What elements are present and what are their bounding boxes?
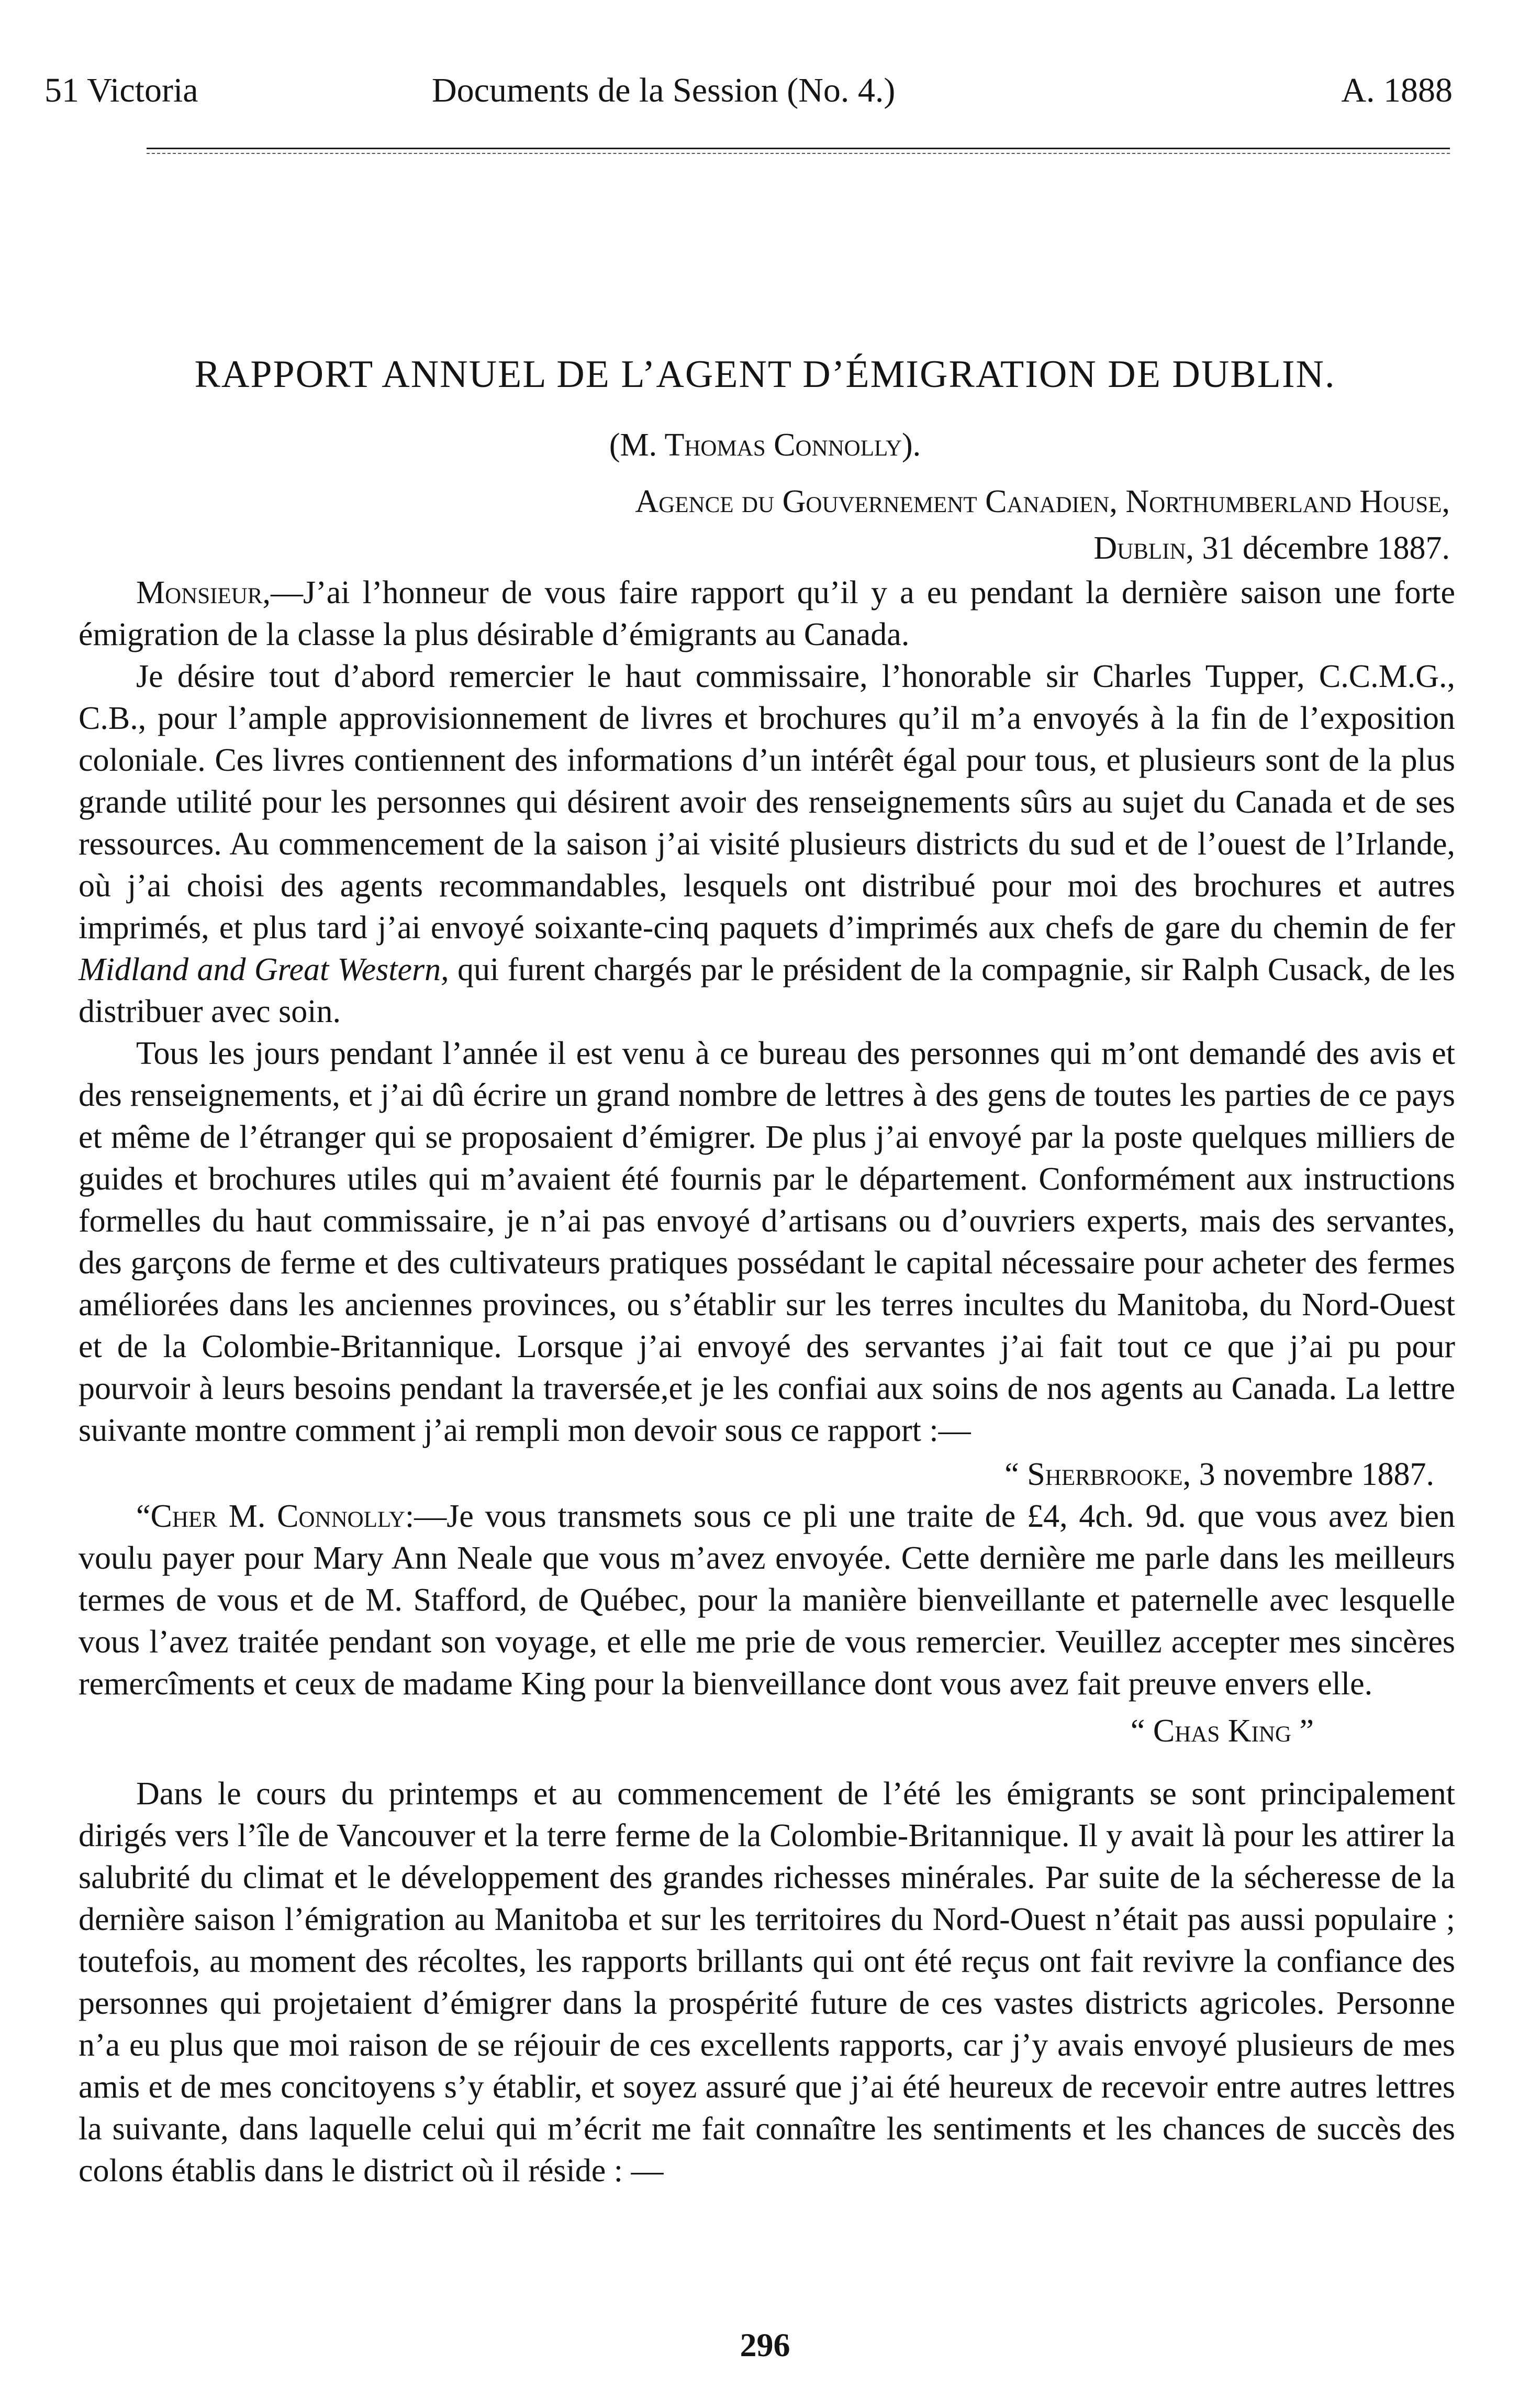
railway-name: Midland and Great Western, (79, 952, 449, 987)
letter-signature: “ Chas King ” (1130, 1713, 1314, 1749)
header-session: Documents de la Session (No. 4.) (432, 71, 896, 109)
header-rule (147, 148, 1450, 149)
dateline-date: 31 décembre 1887. (1202, 530, 1450, 566)
salutation: Monsieur, (136, 575, 271, 611)
paragraph-opening-text: —J’ai l’honneur de vous faire rapport qu’il y a eu pendant la dernière saison une forte émigration de la classe la plus désirable d’émigrants au Canada. (79, 575, 1455, 652)
quoted-letter (79, 1495, 1455, 1705)
letter-date: 3 novembre 1887. (1199, 1457, 1434, 1492)
paragraph-thanks-text-b: qui furent chargés par le président de la compagnie, sir Ralph Cusack, de les distribuer avec soin. (79, 952, 1455, 1029)
dateline-place: Dublin, (1093, 530, 1194, 566)
paragraph-opening (79, 572, 1455, 656)
report-body (79, 572, 1455, 2192)
report-author: (M. Thomas Connolly). (609, 427, 921, 463)
paragraph-spring-emigration: Dans le cours du printemps et au commencement de l’été les émigrants se sont principalement dirigés vers l’île de Vancouver et la terre ferme de la Colombie-Britannique. Il y avait là pour les attirer la salubrité du climat et le développement des grandes richesses minérales. Par suite de la sécheresse de la dernière saison l’émigration au Manitoba et sur les territoires du Nord-Ouest n’était pas aussi populaire ; toutefois, au moment des récoltes, les rapports brillants qui ont été reçus ont fait revivre la confiance des personnes qui projetaient d’émigrer dans la prospérité future de ces vastes districts agricoles. Personne n’a eu plus que moi raison de se réjouir de ces excellents rapports, car j’y avais envoyé plusieurs de mes amis et de mes concitoyens s’y établir, et soyez assuré que j’ai été heureux de recevoir entre autres lettres la suivante, dans laquelle celui qui m’écrit me fait connaître les sentiments et les chances de succès des colons établis dans le district où il réside : — (79, 1776, 1455, 2189)
letter-place: “ Sherbrooke, (1004, 1457, 1191, 1492)
paragraph-office-work: Tous les jours pendant l’année il est venu à ce bureau des personnes qui m’ont demandé des avis et des renseignements, et j’ai dû écrire un grand nombre de lettres à des gens de toutes les parties de ce pays et même de l’étranger qui se proposaient d’émigrer. De plus j’ai envoyé par la poste quelques milliers de guides et brochures utiles qui m’avaient été fournis par le département. Conformément aux instructions formelles du haut commissaire, je n’ai pas envoyé d’artisans ou d’ouvriers experts, mais des servantes, des garçons de ferme et des cultivateurs pratiques possédant le capital nécessaire pour acheter des fermes améliorées dans les anciennes provinces, ou s’établir sur les terres incultes du Manitoba, du Nord-Ouest et de la Colombie-Britannique. Lorsque j’ai envoyé des servantes j’ai fait tout ce que j’ai pu pour pourvoir à leurs besoins pendant la traversée,et je les confiai aux soins de nos agents au Canada. La lettre suivante montre comment j’ai rempli mon devoir sous ce rapport :— (79, 1036, 1455, 1448)
running-header (44, 67, 1453, 114)
header-volume: 51 Victoria (44, 71, 198, 109)
dateline (628, 526, 1450, 571)
paragraph-thanks (79, 656, 1455, 1033)
letter-body-text: :—Je vous transmets sous ce pli une traite de £4, 4ch. 9d. que vous avez bien voulu payer pour Mary Ann Neale que vous m’avez envoyée. Cette dernière me parle dans les meilleurs termes de vous et de M. Stafford, de Québec, pour la manière bienveillante et paternelle avec lesquelle vous l’avez traitée pendant son voyage, et elle me prie de vous remercier. Veuillez accepter mes sincères remercîments et ceux de madame King pour la bienveillance dont vous avez fait preuve envers elle. (79, 1499, 1455, 1702)
header-rule-dashed (147, 153, 1450, 154)
agency-address: Agence du Gouvernement Canadien, Northumberland House, (635, 484, 1450, 519)
paragraph-thanks-text-a: Je désire tout d’abord remercier le haut commissaire, l’honorable sir Charles Tupper, C.C.M.G., C.B., pour l’ample approvisionnement de livres et brochures qu’il m’a envoyés à la fin de l’exposition coloniale. Ces livres contiennent des informations d’un intérêt égal pour tous, et plusieurs sont de la plus grande utilité pour les personnes qui désirent avoir des renseignements sûrs au sujet du Canada et de ses ressources. Au commencement de la saison j’ai visité plusieurs districts du sud et de l’ouest de l’Irlande, où j’ai choisi des agents recommandables, lesquels ont distribué pour moi des brochures et autres imprimés, et plus tard j’ai envoyé soixante-cinq paquets d’imprimés aux chefs de gare du chemin de fer (79, 659, 1455, 946)
page-number: 296 (740, 2326, 790, 2363)
report-title: RAPPORT ANNUEL DE L’AGENT D’ÉMIGRATION DE DUBLIN. (194, 353, 1336, 396)
letter-salutation: “Cher M. Connolly (136, 1499, 405, 1534)
header-year: A. 1888 (1341, 71, 1453, 109)
letter-dateline (79, 1453, 1455, 1495)
